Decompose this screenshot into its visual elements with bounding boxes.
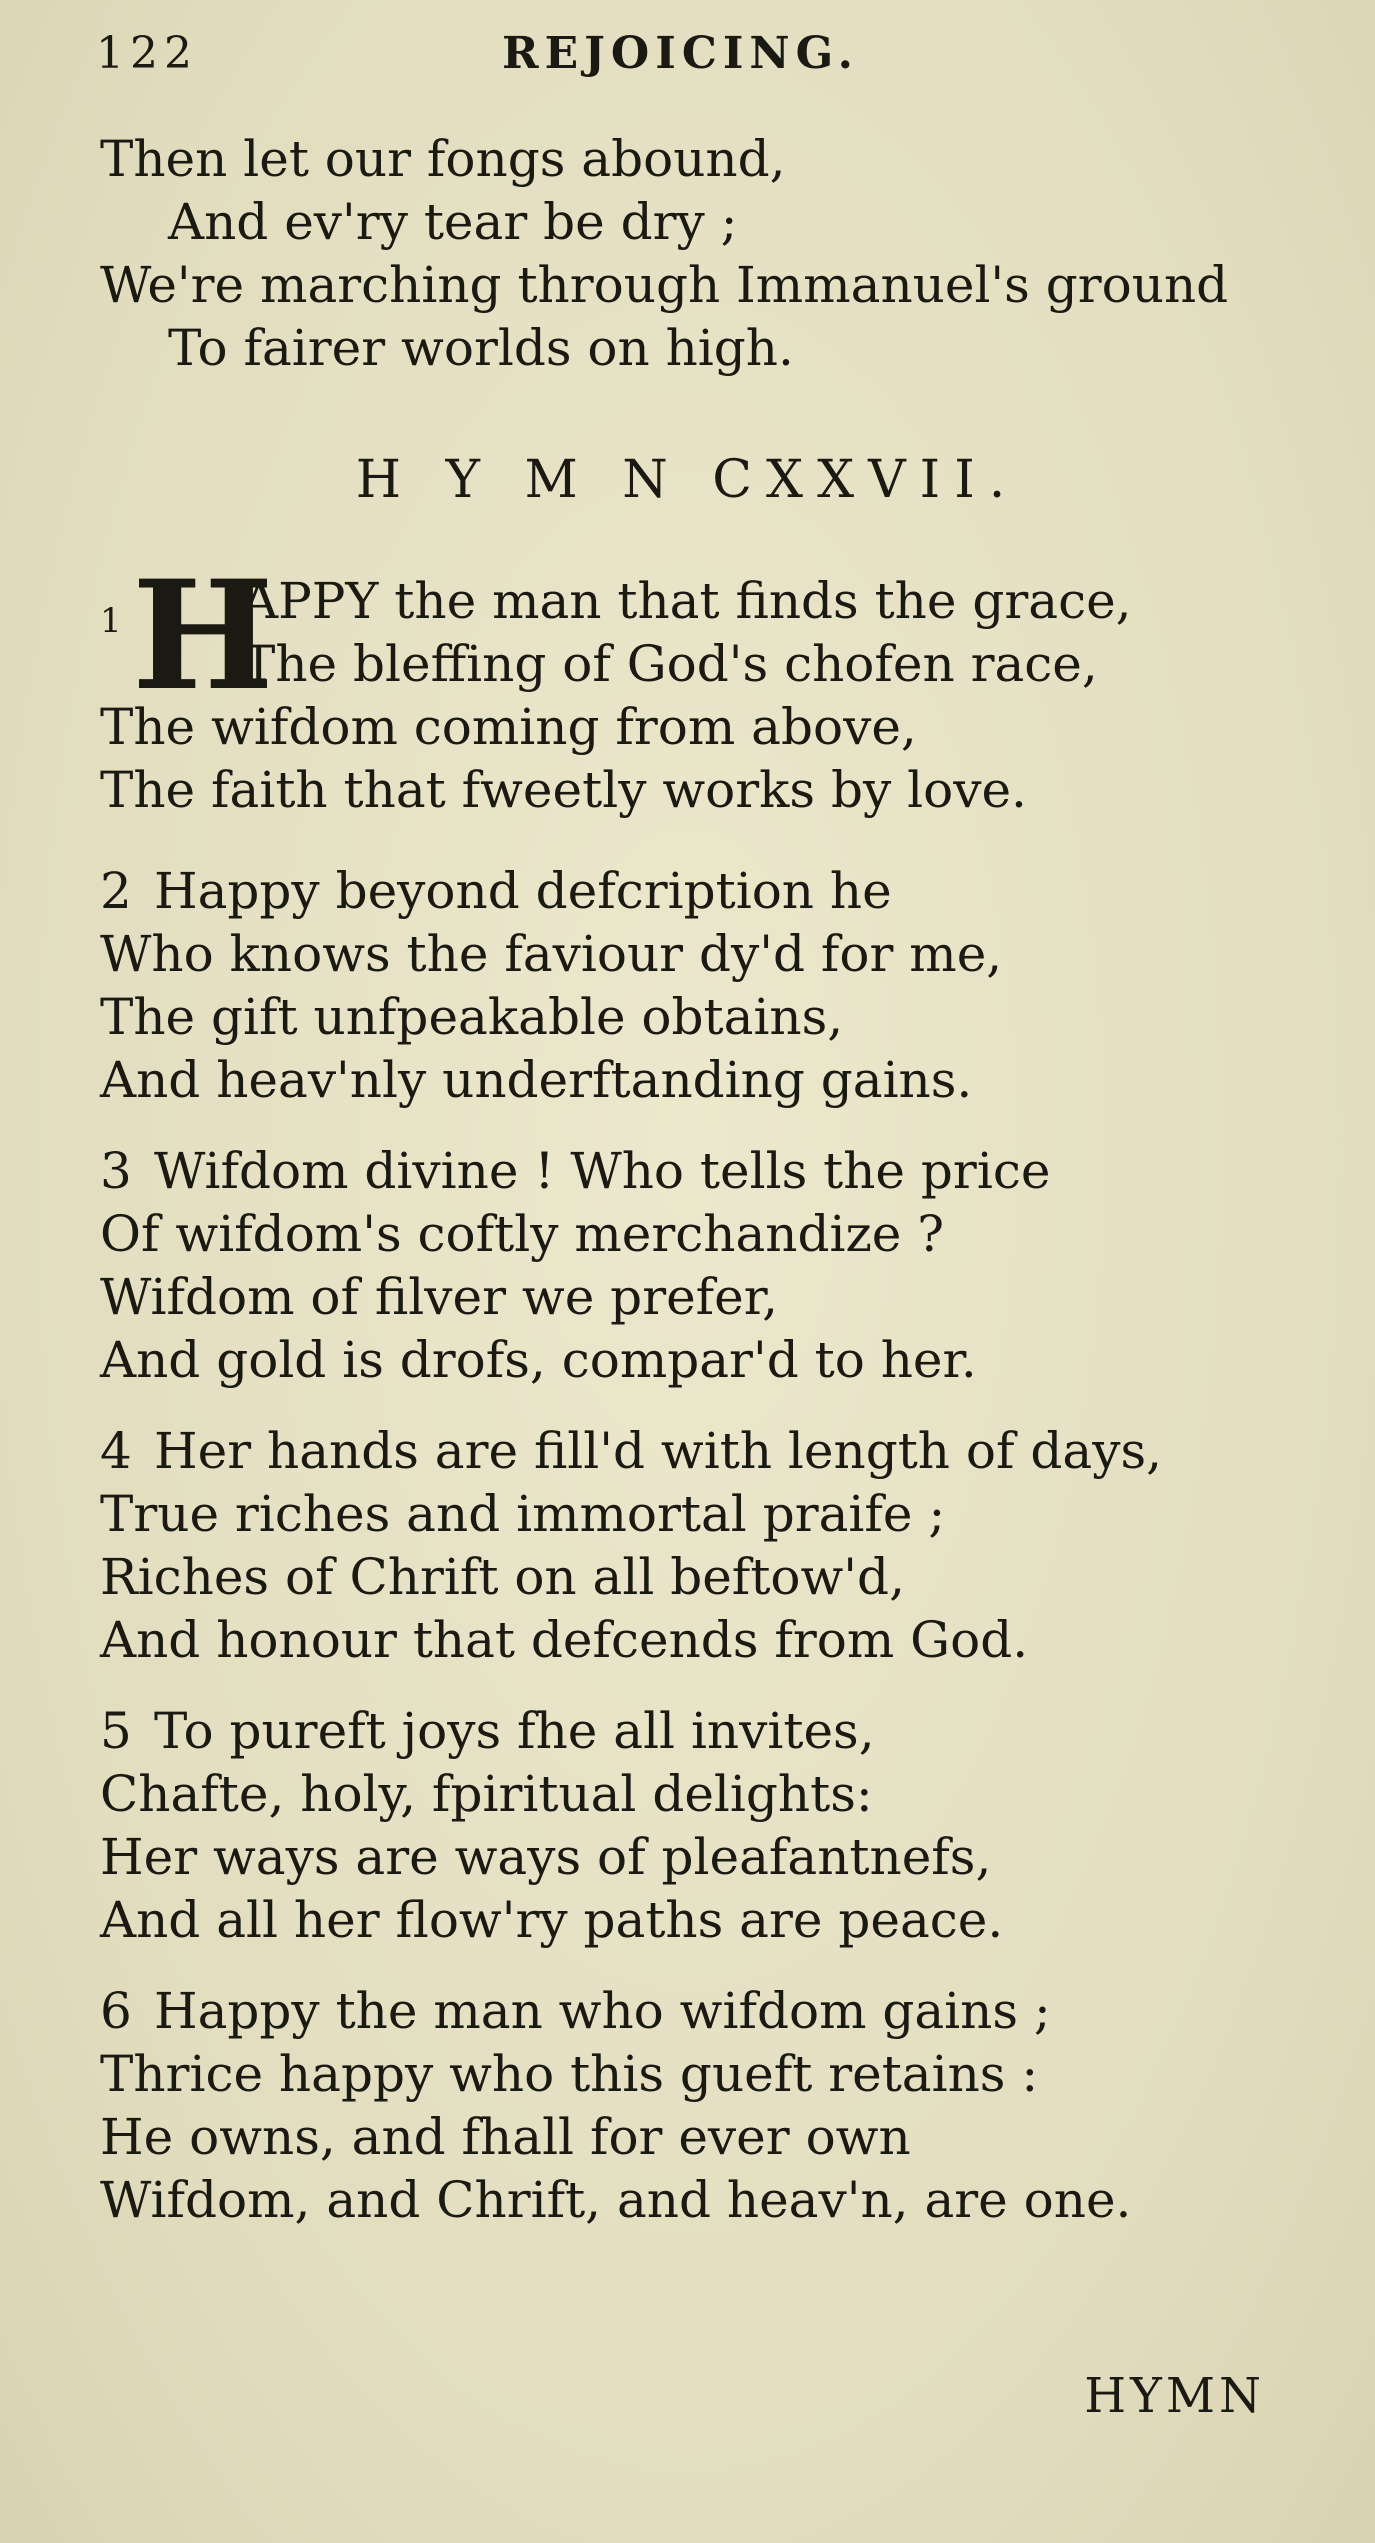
- verse-line: And gold is drofs, compar'd to her.: [100, 1331, 977, 1389]
- verse-line: The wifdom coming from above,: [100, 698, 917, 756]
- verse-line: The faith that fweetly works by love.: [100, 761, 1027, 819]
- verse-text: Her hands are fill'd with length of days,: [154, 1422, 1163, 1480]
- verse-line: And heav'nly underftanding gains.: [100, 1051, 973, 1109]
- stanza-1: [100, 548, 1132, 822]
- verse-text: Wifdom divine ! Who tells the price: [154, 1142, 1051, 1200]
- verse-line: Chafte, holy, fpiritual delights:: [100, 1765, 873, 1823]
- catchword: HYMN: [1084, 2368, 1265, 2424]
- stanza-number: 1: [100, 601, 122, 641]
- verse-text: To pureft joys fhe all invites,: [154, 1702, 875, 1760]
- stanza-2: [100, 860, 1315, 1112]
- running-title: REJOICING.: [502, 28, 859, 79]
- verse-line: Riches of Chrift on all beftow'd,: [100, 1548, 905, 1606]
- stanza-number: 3: [100, 1142, 132, 1200]
- verse-line: [100, 1700, 1315, 1763]
- verse-text: Happy beyond defcription he: [154, 862, 892, 920]
- stanza-number: 6: [100, 1982, 132, 2040]
- verse-text: Happy the man who wifdom gains ;: [154, 1982, 1051, 2040]
- verse-line: Then let our fongs abound,: [100, 130, 786, 188]
- verse-line: And ev'ry tear be dry ;: [168, 193, 738, 251]
- stanza-6: [100, 1980, 1315, 2232]
- stanza-number: 4: [100, 1422, 132, 1480]
- verse-line: [100, 1420, 1315, 1483]
- previous-stanza: [100, 128, 1315, 380]
- verse-line: True riches and immortal praife ;: [100, 1485, 946, 1543]
- page-header: [96, 28, 1265, 88]
- verse-line: He owns, and fhall for ever own: [100, 2108, 911, 2166]
- verse-line: APPY the man that finds the grace,: [242, 572, 1132, 630]
- hymn-title: H Y M N CXXVII.: [355, 450, 1020, 510]
- stanza-4: [100, 1420, 1315, 1672]
- verse-line: To fairer worlds on high.: [168, 319, 794, 377]
- verse-line: The gift unfpeakable obtains,: [100, 988, 844, 1046]
- verse-line: We're marching through Immanuel's ground: [100, 256, 1229, 314]
- verse-line: [100, 1140, 1315, 1203]
- verse-line: And honour that defcends from God.: [100, 1611, 1029, 1669]
- verse-line: Thrice happy who this gueft retains :: [100, 2045, 1039, 2103]
- stanza-number: 2: [100, 862, 132, 920]
- verse-line: Of wifdom's coftly merchandize ?: [100, 1205, 945, 1263]
- verse-line: Her ways are ways of pleafantnefs,: [100, 1828, 992, 1886]
- verse-line: [100, 860, 1315, 923]
- stanza-5: [100, 1700, 1315, 1952]
- drop-cap: H: [132, 548, 274, 724]
- verse-line: Wifdom, and Chrift, and heav'n, are one.: [100, 2171, 1132, 2229]
- stanza-number: 5: [100, 1702, 132, 1760]
- verse-line: Who knows the faviour dy'd for me,: [100, 925, 1003, 983]
- verse-line: Wifdom of filver we prefer,: [100, 1268, 779, 1326]
- verse-line: And all her flow'ry paths are peace.: [100, 1891, 1004, 1949]
- verse-line: The bleffing of God's chofen race,: [242, 635, 1098, 693]
- stanza-3: [100, 1140, 1315, 1392]
- verse-line: [100, 1980, 1315, 2043]
- page-number: 122: [96, 28, 198, 79]
